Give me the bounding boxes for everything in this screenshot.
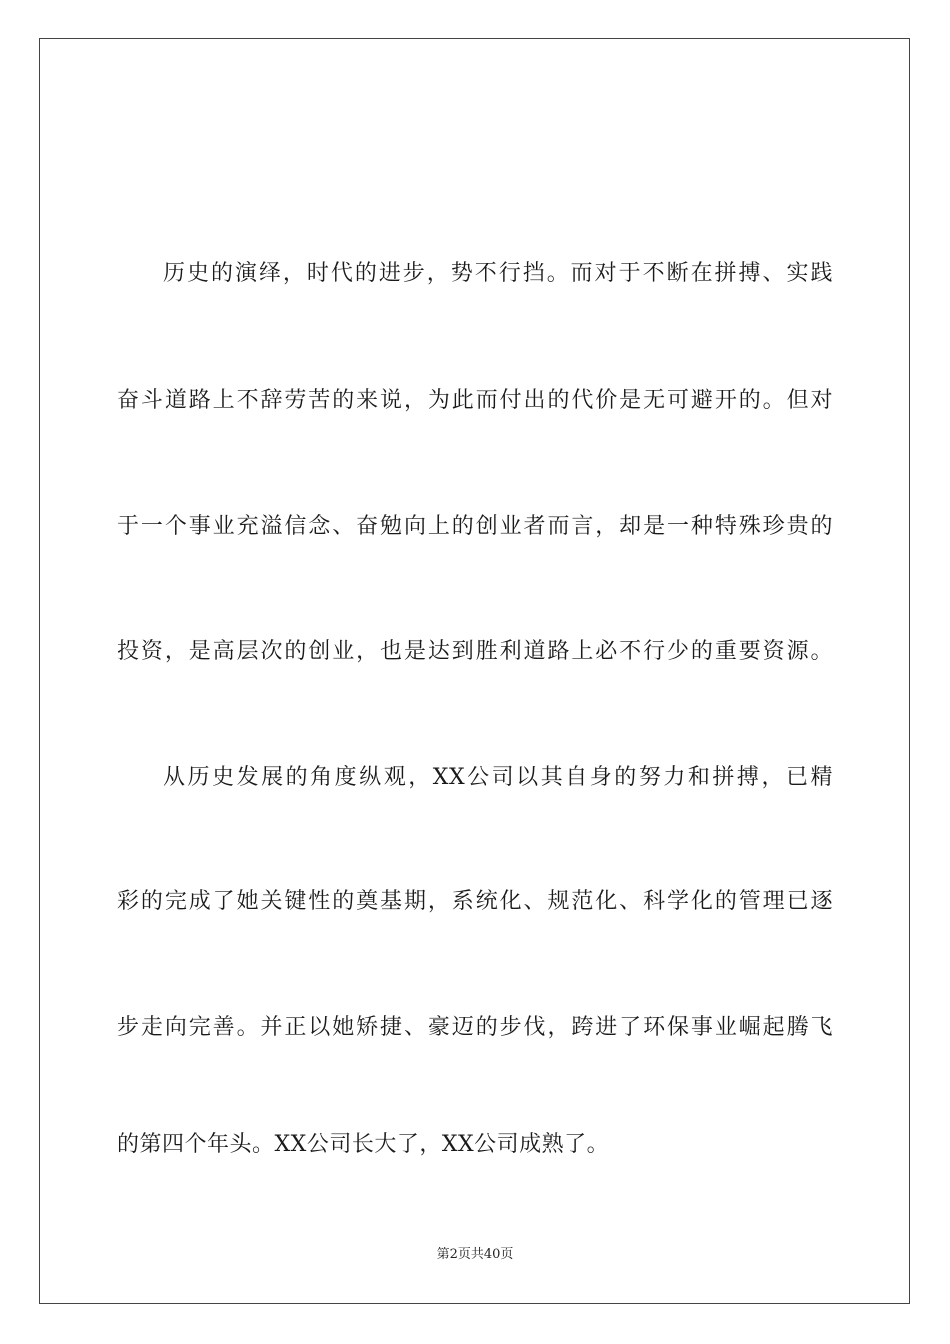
page-number: 第2页 (436, 1247, 471, 1262)
paragraph-line: 彩的完成了她关键性的奠基期，系统化、规范化、科学化的管理已逐 (117, 889, 833, 914)
paragraph-line: 历史的演绎，时代的进步，势不行挡。而对于不断在拼搏、实践 (163, 261, 833, 286)
paragraph-line: 步走向完善。并正以她矫捷、豪迈的步伐，跨进了环保事业崛起腾飞 (117, 1015, 833, 1040)
paragraph-line: 从历史发展的角度纵观，XX公司以其自身的努力和拼搏，已精 (163, 765, 833, 790)
paragraph-line: 奋斗道路上不辞劳苦的来说，为此而付出的代价是无可避开的。但对 (117, 388, 833, 413)
page-total: 共40页 (470, 1247, 514, 1262)
page-border (39, 38, 910, 1304)
paragraph-line: 投资，是高层次的创业，也是达到胜利道路上必不行少的重要资源。 (117, 639, 833, 664)
paragraph-line: 的第四个年头。XX公司长大了，XX公司成熟了。 (117, 1132, 610, 1157)
page-footer (0, 1246, 950, 1264)
paragraph-line: 于一个事业充溢信念、奋勉向上的创业者而言，却是一种特殊珍贵的 (117, 514, 833, 539)
